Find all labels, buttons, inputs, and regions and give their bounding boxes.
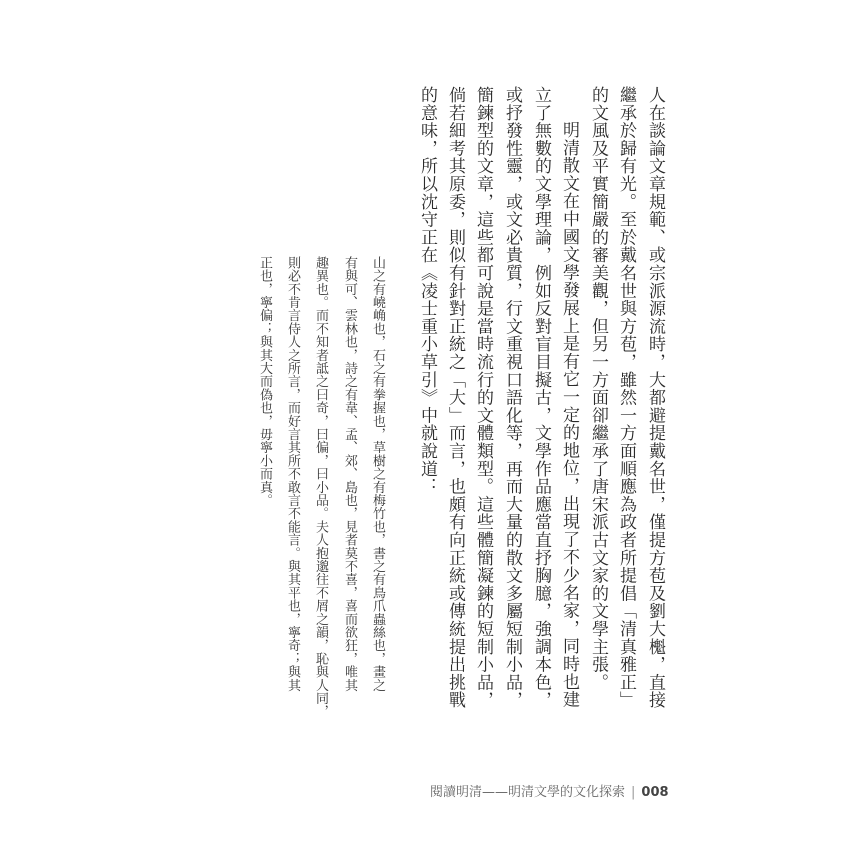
quote-column: 則必不肯言侍人之所言，而好言其所不敢言不能言。與其平也，寧奇；與其 [285,256,300,692]
book-title: 閱讀明清——明清文學的文化探索 [430,785,626,800]
footer-divider: | [631,785,636,800]
body-column: 立了無數的文學理論，例如反對盲目擬古，文學作品應當直抒胸臆，強調本色， [531,86,551,709]
quote-column: 山之有嶢崅也，石之有拳握也，草樹之有梅竹也，書之有鳥爪蟲絲也，畫之 [370,256,385,692]
body-column: 的文風及平實簡嚴的審美觀，但另一方面卻繼承了唐宋派古文家的文學主張。 [588,86,608,692]
quote-column: 趣異也。而不知者詆之曰奇，曰偏，曰小品。夫人抱邈往不屑之韻，恥與人同， [313,256,328,718]
body-column: 的意味，所以沈守正在《凌士重小草引》中就說道： [417,86,437,496]
body-column: 明清散文在中國文學發展上是有它一定的地位，出現了不少名家，同時也建 [559,121,579,709]
quote-column: 有與可、雲林也，詩之有韋、孟、郊、島也，見者莫不喜，喜而欲狂，唯其 [342,256,357,692]
quote-column: 正也，寧偏；與其大而偽也，毋寧小而真。 [257,256,272,507]
body-column: 繼承於歸有光。至於戴名世與方苞，雖然一方面順應為政者所提倡「清真雅正」 [616,86,636,709]
body-column: 人在談論文章規範、或宗派源流時，大都避提戴名世，僅提方苞及劉大櫆，直接 [645,86,665,709]
page-number: 008 [641,785,669,800]
running-footer [430,781,669,800]
body-column: 倘若細考其原委，則似有針對正統之「大」而言，也頗有向正統或傳統提出挑戰 [445,86,465,709]
body-column: 或抒發性靈，或文必貴質，行文重視口語化等，再而大量的散文多屬短制小品， [502,86,522,709]
body-column: 簡鍊型的文章，這些都可說是當時流行的文體類型。這些體簡凝鍊的短制小品， [473,86,493,709]
